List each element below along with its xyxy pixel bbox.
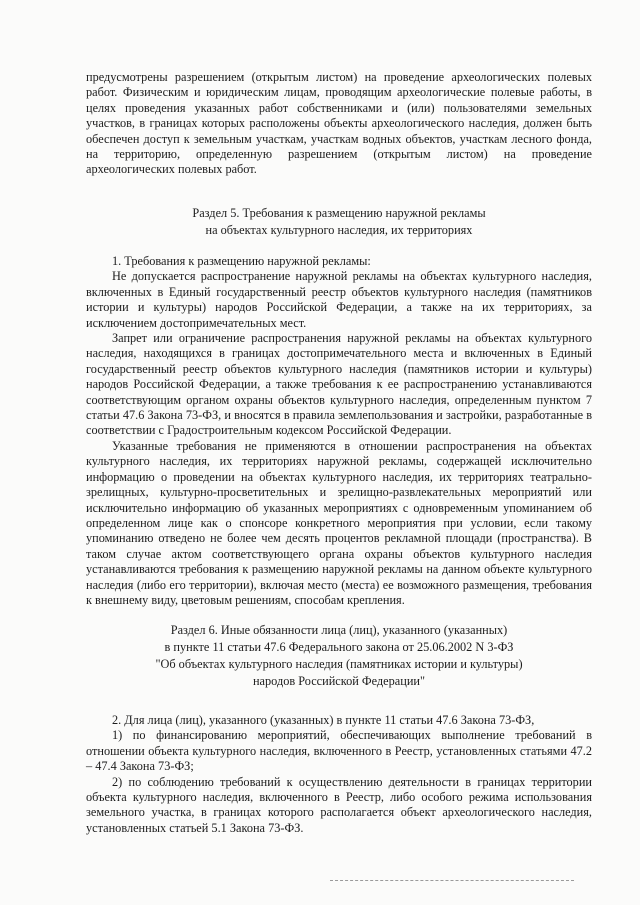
section6-title-line2: в пункте 11 статьи 47.6 Федерального закона от 25.06.2002 N 3-ФЗ [164, 640, 514, 654]
section6-title [86, 622, 592, 690]
section6-title-line4: народов Российской Федерации" [252, 674, 426, 688]
section6-subitem1: 1) по финансированию мероприятий, обеспечивающих выполнение требований в отношении объекта культурного наследия, включенного в Реестр, установленных статьями 47.2 – 47.4 Закона 73-ФЗ; [86, 728, 592, 774]
section5-title [86, 205, 592, 239]
section6-item2-heading: 2. Для лица (лиц), указанного (указанных) в пункте 11 статьи 47.6 Закона 73-ФЗ, [112, 713, 535, 727]
section5-item1-heading: 1. Требования к размещению наружной рекламы: [112, 254, 371, 268]
section5-body [86, 254, 592, 608]
section5-paragraph3: Указанные требования не применяются в отношении распространения на объектах культурного наследия, их территориях наружной рекламы, содержащей исключительно информацию о проведении на объектах культурного наследия, их территориях театрально-зрелищных, культурно-просветительных и зрелищно-развлекательных мероприятий или исключительно информацию об указанных мероприятиях с одновременным упоминанием об определенном лице как о спонсоре конкретного мероприятия при условии, если такому упоминанию отведено не более чем десять процентов рекламной площади (пространства). В таком случае актом соответствующего органа охраны объектов культурного наследия устанавливаются требования к размещению наружной рекламы на данном объекте культурного наследия (либо его территории), включая место (места) ее возможного размещения, требования к внешнему виду, цветовым решениям, способам крепления. [86, 438, 592, 607]
section6-title-line3: "Об объектах культурного наследия (памятниках истории и культуры) [155, 657, 523, 671]
section5-paragraph2: Запрет или ограничение распространения наружной рекламы на объектах культурного наследия, находящихся в границах достопримечательного места и включенных в Единый государственный реестр объектов культурного наследия (памятников истории и культуры) народов Российской Федерации, а также требования к ее распространению устанавливаются соответствующим органом охраны объектов культурного наследия, определенным пунктом 7 статьи 47.6 Закона 73-ФЗ, и вносятся в правила землепользования и застройки, разработанные в соответствии с Градостроительным кодексом Российской Федерации. [86, 331, 592, 438]
section6-body [86, 713, 592, 836]
section5-title-line1: Раздел 5. Требования к размещению наружной рекламы [192, 206, 486, 220]
section6-subitem2: 2) по соблюдению требований к осуществлению деятельности в границах территории объекта культурного наследия, включенного в Реестр, либо особого режима использования земельного участка, в границах которого располагается объект археологического наследия, установленных статьей 5.1 Закона 73-ФЗ. [86, 774, 592, 835]
top-paragraph-block [86, 70, 592, 178]
section5-paragraph1: Не допускается распространение наружной рекламы на объектах культурного наследия, включенных в Единый государственный реестр объектов культурного наследия (памятников истории и культуры) народов Российской Федерации, а также на их территориях, за исключением достопримечательных мест. [86, 269, 592, 330]
footer-divider [330, 880, 574, 881]
top-paragraph: предусмотрены разрешением (открытым листом) на проведение археологических полевых работ. Физическим и юридическим лицам, проводящим археологические полевые работы, в целях проведения указанных работ собственниками и (или) пользователями земельных участков, в границах которых расположены объекты археологического наследия, должен быть обеспечен доступ к земельным участкам, участкам водных объектов, участкам лесного фонда, на территорию, определенную разрешением (открытым листом) на проведение археологических полевых работ. [86, 70, 592, 177]
section5-title-line2: на объектах культурного наследия, их территориях [205, 223, 473, 237]
section6-title-line1: Раздел 6. Иные обязанности лица (лиц), указанного (указанных) [170, 623, 508, 637]
